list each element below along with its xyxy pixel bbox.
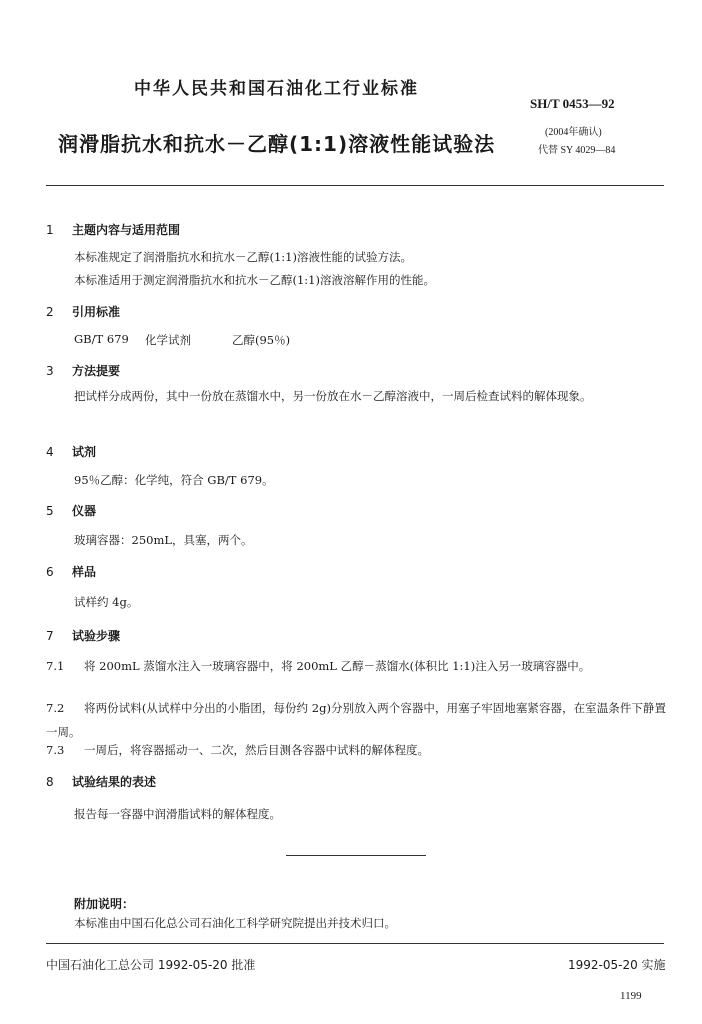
end-rule	[286, 855, 426, 856]
section-7-heading: 7 试验步骤	[46, 629, 121, 643]
implementation-line: 1992-05-20 实施	[568, 958, 666, 972]
step-7-3: 7.3 一周后，将容器摇动一、二次，然后目测各容器中试料的解体程度。	[46, 743, 429, 757]
approval-line: 中国石油化工总公司 1992-05-20 批准	[46, 958, 256, 972]
step-7-1: 7.1 将 200mL 蒸馏水注入一玻璃容器中，将 200mL 乙醇－蒸馏水(体积比 1:1)注入另一玻璃容器中。	[46, 659, 591, 673]
section-8-para: 报告每一容器中润滑脂试料的解体程度。	[74, 807, 281, 821]
section-3-para: 把试样分成两份，其中一份放在蒸馏水中，另一份放在水－乙醇溶液中，一周后检查试料的解体现象。	[74, 389, 592, 403]
section-5-para: 玻璃容器：250mL，具塞，两个。	[74, 533, 253, 547]
reference-name: 化学试剂	[145, 333, 191, 347]
section-4-heading: 4 试剂	[46, 445, 97, 459]
reference-code: GB/T 679	[74, 332, 129, 346]
replaces-note: 代替 SY 4029—84	[538, 145, 616, 156]
step-7-2: 7.2 将两份试料(从试样中分出的小脂团，每份约 2g)分别放入两个容器中，用塞子牢固地塞紧容器，在室温条件下静置一周。	[46, 701, 666, 739]
section-3-heading: 3 方法提要	[46, 364, 121, 378]
section-1-para-1: 本标准规定了润滑脂抗水和抗水－乙醇(1:1)溶液性能的试验方法。	[74, 250, 412, 264]
appendix-title: 附加说明：	[74, 897, 135, 911]
confirm-note: (2004年确认)	[545, 127, 602, 138]
section-8-heading: 8 试验结果的表述	[46, 775, 157, 789]
section-1-heading: 1 主题内容与适用范围	[46, 223, 181, 237]
footer-rule	[46, 943, 664, 944]
section-6-para: 试样约 4g。	[74, 595, 139, 609]
reference-item: 乙醇(95％)	[232, 333, 291, 347]
section-5-heading: 5 仪器	[46, 504, 97, 518]
section-6-heading: 6 样品	[46, 565, 97, 579]
section-1-para-2: 本标准适用于测定润滑脂抗水和抗水－乙醇(1:1)溶液溶解作用的性能。	[74, 273, 435, 287]
issuing-body: 中华人民共和国石油化工行业标准	[134, 79, 419, 99]
appendix-text: 本标准由中国石化总公司石油化工科学研究院提出并技术归口。	[74, 916, 396, 930]
section-2-heading: 2 引用标准	[46, 305, 121, 319]
standard-number: SH/T 0453—92	[530, 96, 615, 111]
page-number: 1199	[620, 990, 642, 1002]
header-rule	[46, 185, 664, 186]
document-title: 润滑脂抗水和抗水－乙醇(1:1)溶液性能试验法	[58, 132, 496, 156]
section-4-para: 95％乙醇：化学纯，符合 GB/T 679。	[74, 473, 274, 487]
